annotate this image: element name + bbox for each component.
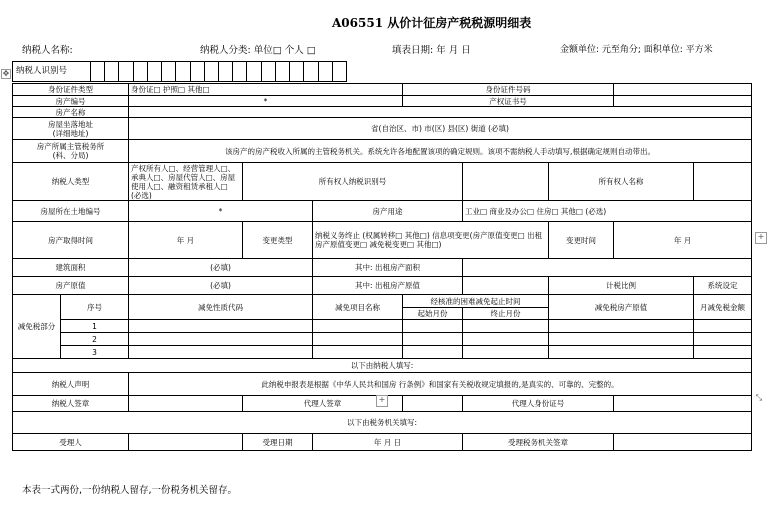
agent-sign-label: 代理人签章 <box>243 396 403 412</box>
table-row <box>13 320 752 333</box>
id-digit-cell[interactable] <box>247 62 261 81</box>
table-row <box>13 259 752 277</box>
taxpayer-category: 纳税人分类: 单位□ 个人 □ <box>200 45 316 56</box>
id-digit-cell[interactable] <box>219 62 233 81</box>
leased-area-label: 其中: 出租房产面积 <box>313 259 463 277</box>
receive-date-value[interactable]: 年 月 日 <box>313 434 463 451</box>
tax-office-label-line1: 房产所属主管税务所 <box>36 142 105 151</box>
change-time-value[interactable]: 年 月 <box>614 222 752 259</box>
table-row <box>13 118 752 140</box>
id-digit-cell[interactable] <box>105 62 119 81</box>
start-month-cell[interactable] <box>403 346 463 359</box>
owner-id-input[interactable] <box>463 163 549 201</box>
units-note: 金额单位: 元至角分; 面积单位: 平方米 <box>560 45 713 55</box>
table-row <box>13 333 752 346</box>
property-name-input[interactable] <box>129 107 752 118</box>
relief-value-cell[interactable] <box>549 320 694 333</box>
declaration-label: 纳税人声明 <box>13 373 129 396</box>
area-required[interactable]: (必填) <box>129 259 313 277</box>
seq-cell: 3 <box>61 346 129 359</box>
period-header: 经核准的困难减免起止时间 <box>403 295 549 308</box>
location-label <box>13 118 129 140</box>
id-digit-cell[interactable] <box>319 62 333 81</box>
location-label-line1: 房屋坐落地址 <box>48 119 93 129</box>
taxpayer-type-options[interactable]: 产权所有人□、经营管理人□、承典人□、房屋代管人□、房屋使用人□、融资租赁承租人□ (必选) <box>129 163 243 201</box>
monthly-relief-header: 月减免税金额 <box>694 295 752 320</box>
end-month-header: 终止月份 <box>463 308 549 320</box>
id-digit-cell[interactable] <box>333 62 346 81</box>
taxpayer-sign-label: 纳税人签章 <box>13 396 129 412</box>
id-digit-cell[interactable] <box>290 62 304 81</box>
relief-item-cell[interactable] <box>313 346 403 359</box>
table-row <box>13 359 752 373</box>
id-digit-cell[interactable] <box>304 62 318 81</box>
id-digit-cell[interactable] <box>148 62 162 81</box>
id-type-options[interactable]: 身份证□ 护照□ 其他□ <box>129 84 403 96</box>
id-number-input[interactable] <box>614 84 752 96</box>
taxpayer-sign-input[interactable] <box>129 396 243 412</box>
tax-office-label <box>13 140 129 163</box>
table-row <box>13 346 752 359</box>
tax-office-fill-heading: 以下由税务机关填写: <box>13 412 752 434</box>
land-no-value: * <box>129 201 313 222</box>
taxpayer-id-box <box>12 61 347 82</box>
property-no-value: * <box>129 96 403 107</box>
id-type-label: 身份证件类型 <box>13 84 129 96</box>
end-month-cell[interactable] <box>463 333 549 346</box>
taxpayer-id-label: 纳税人识别号 <box>13 62 91 81</box>
seq-cell: 2 <box>61 333 129 346</box>
receiver-label: 受理人 <box>13 434 129 451</box>
resize-icon[interactable]: ⤡ <box>755 393 763 402</box>
end-month-cell[interactable] <box>463 320 549 333</box>
acq-time-label: 房产取得时间 <box>13 222 129 259</box>
cert-no-input[interactable] <box>614 96 752 107</box>
ratio-label: 计税比例 <box>549 277 694 295</box>
leased-area-input[interactable] <box>463 259 752 277</box>
add-column-plus-icon[interactable]: + <box>755 232 767 244</box>
owner-name-input[interactable] <box>694 163 752 201</box>
office-seal-input[interactable] <box>614 434 752 451</box>
change-time-label: 变更时间 <box>549 222 614 259</box>
tax-office-value: 该房产的房产税收入所属的主管税务机关。系统允许各地配置该项的确定规则。该项不需纳税人手动填写,根据确定规则自动带出。 <box>129 140 752 163</box>
land-no-label: 房屋所在土地编号 <box>13 201 129 222</box>
table-row <box>13 412 752 434</box>
id-digit-cell[interactable] <box>276 62 290 81</box>
id-digit-cell[interactable] <box>162 62 176 81</box>
table-row <box>13 277 752 295</box>
id-digit-cell[interactable] <box>262 62 276 81</box>
table-row <box>13 84 752 96</box>
id-digit-cell[interactable] <box>119 62 133 81</box>
insert-plus-icon[interactable]: + <box>376 395 388 407</box>
declaration-text: 此纳税申报表是根据《中华人民共和国房 行条例》和国家有关税收规定填报的,是真实的、可靠的、完整的。 <box>129 373 752 396</box>
id-digit-cell[interactable] <box>233 62 247 81</box>
relief-code-header: 减免性质代码 <box>129 295 313 320</box>
owner-id-label: 所有权人纳税识别号 <box>243 163 463 201</box>
id-number-label: 身份证件号码 <box>403 84 614 96</box>
id-digit-cell[interactable] <box>134 62 148 81</box>
agent-sign-input[interactable] <box>403 396 463 412</box>
location-label-line2: (详细地址) <box>52 128 89 138</box>
relief-value-header: 减免税房产原值 <box>549 295 694 320</box>
id-digit-cell[interactable] <box>205 62 219 81</box>
fill-date: 填表日期: 年 月 日 <box>392 45 471 56</box>
table-row <box>13 96 752 107</box>
end-month-cell[interactable] <box>463 346 549 359</box>
table-row <box>13 222 752 259</box>
owner-name-label: 所有权人名称 <box>549 163 694 201</box>
footer-note: 本表一式两份,一份纳税人留存,一份税务机关留存。 <box>22 485 238 496</box>
id-digit-cell[interactable] <box>176 62 190 81</box>
table-row <box>13 295 752 308</box>
taxpayer-type-label: 纳税人类型 <box>13 163 129 201</box>
agent-id-label: 代理人身份证号 <box>463 396 614 412</box>
usage-options[interactable]: 工业□ 商业及办公□ 住房□ 其他□ (必选) <box>463 201 752 222</box>
start-month-cell[interactable] <box>403 320 463 333</box>
monthly-relief-cell[interactable] <box>694 320 752 333</box>
monthly-relief-cell[interactable] <box>694 346 752 359</box>
table-move-handle[interactable]: ✥ <box>2 69 10 78</box>
taxpayer-name-label: 纳税人名称: <box>22 45 73 56</box>
relief-item-header: 减免项目名称 <box>313 295 403 320</box>
taxpayer-fill-heading: 以下由纳税人填写: <box>13 359 752 373</box>
change-type-options[interactable]: 纳税义务终止 (权属转移□ 其他□) 信息项变更(房产原值变更□ 出租房产原值变更□ 减免税变更□ 其他□) <box>313 222 549 259</box>
relief-item-cell[interactable] <box>313 333 403 346</box>
leased-value-input[interactable] <box>463 277 549 295</box>
agent-id-input[interactable] <box>614 396 752 412</box>
start-month-header: 起始月份 <box>403 308 463 320</box>
relief-code-cell[interactable] <box>129 320 313 333</box>
relief-value-cell[interactable] <box>549 346 694 359</box>
tax-office-label-line2: (科、分局) <box>52 151 89 160</box>
table-row <box>13 163 752 201</box>
relief-item-cell[interactable] <box>313 320 403 333</box>
seq-cell: 1 <box>61 320 129 333</box>
table-row <box>13 373 752 396</box>
orig-value-label: 房产原值 <box>13 277 129 295</box>
ratio-value: 系统设定 <box>694 277 752 295</box>
change-type-label: 变更类型 <box>243 222 313 259</box>
monthly-relief-cell[interactable] <box>694 333 752 346</box>
acq-time-value[interactable]: 年 月 <box>129 222 243 259</box>
cert-no-label: 产权证书号 <box>403 96 614 107</box>
leased-value-label: 其中: 出租房产原值 <box>313 277 463 295</box>
table-row <box>13 140 752 163</box>
page-title: A06551 从价计征房产税税源明细表 <box>332 16 532 30</box>
office-seal-label: 受理税务机关签章 <box>463 434 614 451</box>
id-digit-cell[interactable] <box>191 62 205 81</box>
id-digit-cell[interactable] <box>91 62 105 81</box>
orig-value-required[interactable]: (必填) <box>129 277 313 295</box>
seq-header: 序号 <box>61 295 129 320</box>
table-row <box>13 434 752 451</box>
start-month-cell[interactable] <box>403 333 463 346</box>
table-row <box>13 201 752 222</box>
usage-label: 房产用途 <box>313 201 463 222</box>
receiver-input[interactable] <box>129 434 243 451</box>
receive-date-label: 受理日期 <box>243 434 313 451</box>
relief-code-cell[interactable] <box>129 333 313 346</box>
relief-value-cell[interactable] <box>549 333 694 346</box>
property-name-label: 房产名称 <box>13 107 129 118</box>
area-label: 建筑面积 <box>13 259 129 277</box>
relief-section-label: 减免税部分 <box>13 295 61 359</box>
relief-code-cell[interactable] <box>129 346 313 359</box>
property-no-label: 房产编号 <box>13 96 129 107</box>
location-value[interactable]: 省(自治区、市) 市(区) 县(区) 街道 (必填) <box>129 118 752 140</box>
table-row <box>13 107 752 118</box>
